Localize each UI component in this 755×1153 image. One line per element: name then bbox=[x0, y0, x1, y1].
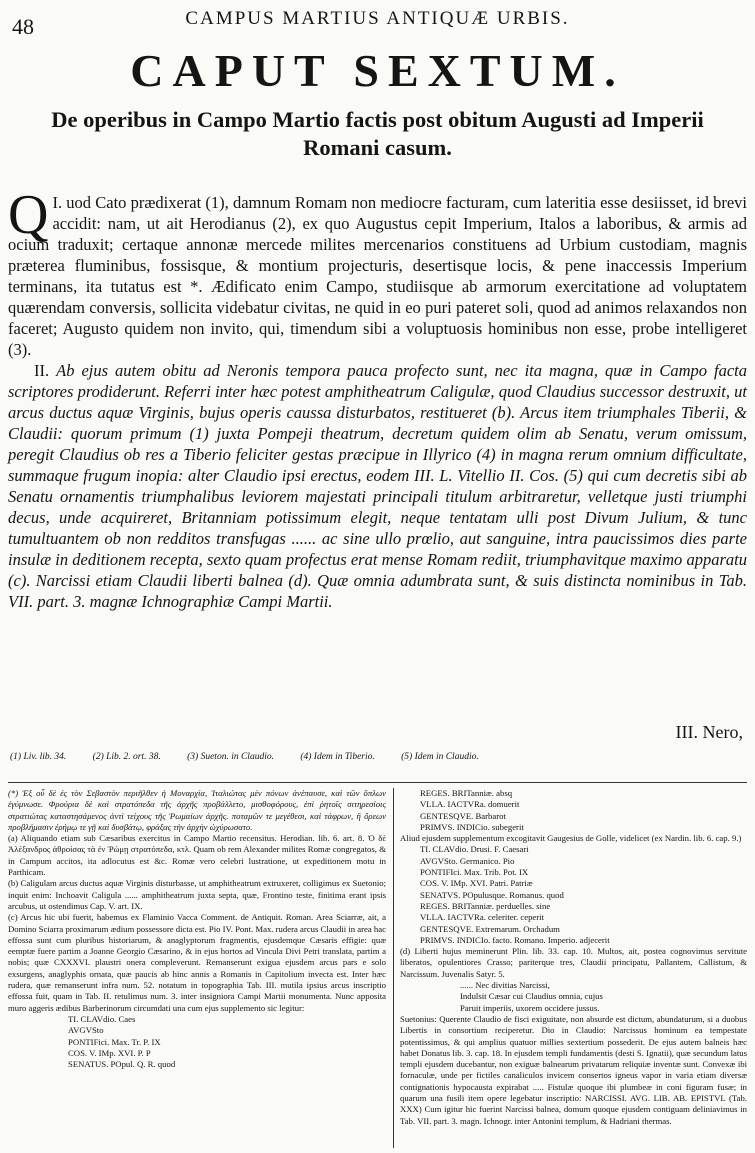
inscription-line: GENTESQVE. Extremarum. Orchadum bbox=[420, 923, 560, 934]
ref-5: (5) Idem in Claudio. bbox=[401, 752, 479, 762]
verse-line: Paruit imperiis, uxorem occidere jussus. bbox=[460, 1002, 600, 1013]
inscription-line: REGES. BRITanniæ. absq bbox=[420, 788, 513, 798]
footnotes bbox=[8, 788, 747, 1148]
inscription-line: SENATVS. POpulusque. Romanus. quod bbox=[420, 889, 564, 900]
page-number: 48 bbox=[12, 14, 34, 39]
inscription-line: VLLA. IACTVRa. celeriter. ceperit bbox=[420, 912, 544, 923]
footnote-a: (a) Aliquando etiam sub Cæsaribus exercitus in Campo Martio recensitus. Herodian. lib. 6. art. 8. Ὁ δὲ Ἀλέξανδρος ἀθροίσας τὰ ἐν Ῥώμῃ στρατόπεδα, κτλ. Quam ob rem Alexander milites Romæ congregatos, & in Campum accitos, ita adlocutus est &c. Romæ vero celebri lustratione, ut expeditionem motu in Parthicam. bbox=[8, 833, 386, 878]
footnotes-right-column bbox=[400, 788, 747, 1148]
inscription-line: PONTIFici. Max. Tr. P. IX bbox=[68, 1036, 161, 1047]
inscription-line: COS. V. IMp. XVI. Patri. Patriæ bbox=[420, 878, 533, 889]
inscription-line: AVGVSto. Germanico. Pio bbox=[420, 855, 515, 866]
chapter-subtitle: De operibus in Campo Martio factis post obitum Augusti ad Imperii Romani casum. bbox=[51, 107, 704, 160]
inscription-line: TI. CLAVdio. Drusi. F. Caesari bbox=[420, 844, 529, 855]
footnote-star: (*) Ἐξ οὗ δὲ ἐς τὸν Σεβαστὸν περιῆλθεν ἡ Μοναρχία, Ἰταλιώτας μὲν πόνων ἀνέπαυσε, καὶ τῶν ὅπλων ἐγύμνωσε. Φρούρια δὲ καὶ στρατόπεδα τῆς ἀρχῆς προβάλλετο, μισθοφόρους, ἐπὶ ῥητοῖς σιτηρεσίοις στρατιώτας καταστησάμενος ἀντὶ τείχους τῆς Ῥωμαίων ἀρχῆς. ποταμῶν τε μεγέθεσι, καὶ τάφρων, ἢ ὄρεων προβλήμασιν ἐρήμῳ τε γῇ καὶ δυσβάτῳ, φράξας τὴν ἀρχὴν ὠχύρωσατο. bbox=[8, 788, 386, 832]
paragraph-2 bbox=[8, 360, 747, 612]
inscription-line: REGES. BRITanniæ. perduelles. sine bbox=[420, 900, 551, 911]
footnotes-left-column bbox=[8, 788, 386, 1148]
ref-2: (2) Lib. 2. ort. 38. bbox=[92, 752, 161, 762]
running-title: CAMPUS MARTIUS ANTIQUÆ URBIS. bbox=[185, 8, 570, 29]
column-divider bbox=[393, 788, 394, 1148]
inscription-line: PRIMVS. INDICio. subegerit bbox=[420, 821, 524, 832]
paragraph-number: I. bbox=[52, 193, 63, 212]
ref-3: (3) Sueton. in Claudio. bbox=[187, 752, 274, 762]
inscription-line: VLLA. IACTVRa. domuerit bbox=[420, 799, 520, 810]
verse-line: Indulsit Cæsar cui Claudius omnia, cujus bbox=[460, 991, 603, 1002]
inscription-line: GENTESQVE. Barbarot bbox=[420, 810, 506, 821]
drop-cap: Q bbox=[8, 184, 49, 246]
paragraph-1 bbox=[8, 184, 747, 360]
chapter-title: CAPUT SEXTUM. bbox=[130, 45, 625, 96]
footnote-rule bbox=[8, 782, 747, 783]
paragraph-1-text: uod Cato prædixerat (1), damnum Romam non mediocre facturam, cum lateritia esse desiisset, id brevi accidit: nam, ut ait Herodianus (2), ex quo Augustus cepit Imperium, Italos a laboribus, & armis ad ocium traduxit; certaque annonæ mercede milites mercenarios constituens ad Urbium custodiam, magnis præterea fluminibus, fossisque, & montium projecturis, desertisque locis, & pene inaccessis Imperium terminans, ita tutatus est *. Ædificato enim Campo, studiisque ab armorum exercitatione ad voluptatem quærendam conversis, sollicita videbatur civitas, ne quid in eo puri pateret soli, quod ad animos relaxandos non faceret; Augusto quidem non invito, qui, timendum sibi a voluptuosis hominibus non esse, probe intelligeret (3). bbox=[8, 193, 747, 359]
verse-line: ...... Nec divitias Narcissi, bbox=[460, 980, 550, 991]
footnote-c: (c) Arcus hic ubi fuerit, habemus ex Flaminio Vacca Comment. de Antiquit. Roman. Area Sciarræ, ait, a Domino Sciarra proximarum ædium possessore dicta est. Pio IV. Pont. Max. rudera arcus Claudii in area hac effossa sunt cum pluribus historiarum, & anaglyptorum fragmentis, ejusdemque Cæsaris effigie: quæ eemptæ fuere partim a Joanne Georgio Cæsarino, & in ejus hortos ad Vincula Divi Petri translata, partim a nobis; quæ CXXXVI. plaustri onera compleverunt. Remanserunt exigua ejusdem arcus pars e solo exsurgens, anaglyphis ornata, quæ paucis ab hinc annis a Romanis in Capitolium invecta est. Inter hæc rudera, quæ remanserunt infra num. 52. notatum in topographia Tab. III. mutila ipsius arcus inscriptio effossa fuit, quam in Tab. II. retulimus num. 3. inter insigniora Campi Martii monumenta. Nunc apposita muro aggeris ædibus Barberinorum circumdati una cum ejus supplemento sic legitur: bbox=[8, 912, 386, 1013]
ref-4: (4) Idem in Tiberio. bbox=[300, 752, 375, 762]
main-text bbox=[8, 184, 747, 612]
inscription-line: SENATUS. POpul. Q. R. quod bbox=[68, 1059, 176, 1070]
inscription-line: AVGVSto bbox=[68, 1025, 104, 1036]
inscription-line: PRIMVS. INDICIo. facto. Romano. Imperio. adjecerit bbox=[420, 934, 610, 945]
paragraph-2-text: Ab ejus autem obitu ad Neronis tempora pauca profecto sunt, nec ita magna, quæ in Campo facta scriptores prodiderunt. Referri inter hæc potest amphitheatrum Caligulæ, quod Claudius successor destruxit, ut arcus ductus aquæ Virginis, bujus operis caussa disturbatos, restitueret (b). Arcus item triumphales Tiberii, & Claudii: quorum primum (1) juxta Pompeji theatrum, decretum quidem olim ab Senatu, verum omissum, peregit Claudius ob res a Tiberio feliciter gestas præcipue in Illyrico (4) in magna rerum omnium difficultate, summaque frugum inopia: alter Claudio ipsi erectus, eodem III. L. Vitellio II. Cos. (5) qui cum decretis sibi ab Senatu ornamentis triumphalibus leviorem majestati principali titulum arbitraretur, velletque justi triumphi decus, unde acquireret, Britanniam potissimum elegit, neque tentatam ulli post Divum Julium, & tunc tumultuantem ob non redditos transfugas ...... ac sine ullo prœlio, aut sanguine, intra paucissimos dies parte insulæ in deditionem recepta, sexto quam profectus erat mense Romam rediit, triumphavitque maximo apparatu (c). Narcissi etiam Claudii liberti balnea (d). Quæ omnia adumbrata sunt, & suis distincta nominibus in Tab. VII. part. 3. magnæ Ichnographiæ Campi Martii. bbox=[8, 361, 747, 611]
alternate-supplement-note: Aliud ejusdem supplementum excogitavit Gaugesius de Golle, videlicet (ex Nardin. lib. 6. cap. 9.) bbox=[400, 833, 742, 844]
footnote-b: (b) Caligulam arcus ductus aquæ Virginis disturbasse, ut amphitheatrum extruxeret, colligimus ex Suetonio; inquit enim: Inchoavit Caligula ...... amphitheatrum juxta septa, quæ, Frontino teste, finitima erant ipsis arcubus, ut ostendimus Cap. V. art. IX. bbox=[8, 878, 386, 911]
paragraph-number: II. bbox=[34, 361, 50, 380]
inscription-line: TI. CLAVdio. Caes bbox=[68, 1013, 136, 1024]
ref-1: (1) Liv. lib. 34. bbox=[10, 752, 67, 762]
footnote-d: (d) Liberti hujus meminerunt Plin. lib. 33. cap. 10. Multos, ait, postea cognovimus servitute liberatos, opulentiores Crasso; pariterque tres, Claudii principatu, Pallantem, Callistum, & Narcissum. Juvenalis Satyr. 5. bbox=[400, 946, 747, 979]
inscription-line: COS. V. IMp. XVI. P. P bbox=[68, 1047, 151, 1058]
inscription-line: PONTIFIci. Max. Trib. Pot. IX bbox=[420, 867, 529, 878]
suetonius-note: Suetonius: Querente Claudio de fisci exiguitate, non absurde est dictum, abundaturum, si a duobus Libertis in consortium reciperetur. Dio in Claudio: Narcissus hominum ea tempestate potentissimus, & qui amplius quatuor millies sextertium possederit. De ejus autem balneis hæc habet Donatus lib. 3. cap. 18. In ejusdem templi fundamentis (desti S. Ignatii), quæ secundum latus templi ejusdem ducebantur, non exiguæ balnearum privatarum reliquiæ inventæ sunt. Convexæ ibi fornaculæ, unde per fictiles canaliculos invicem consertos igneus vapor in varia etiam diversæ contignationis hypocausta expirabat ..... Fistulæ quoque ibi plumbeæ in coni figuram fusæ; in quarum una fusili item opere legebatur inscriptio: NARCISSI. AVG. LIB. AB. EPISTVL (Tab. XXX) Cum igitur hic fuerint Narcissi balnea, domum quoque ejusdem contiguam deliniavimus in Tab. VII. part. 3. magn. Ichnogr. inter Antonini templum, & Hadriani thermas. bbox=[400, 1013, 747, 1126]
marginal-references bbox=[10, 752, 745, 762]
catchword: III. Nero, bbox=[675, 722, 743, 742]
